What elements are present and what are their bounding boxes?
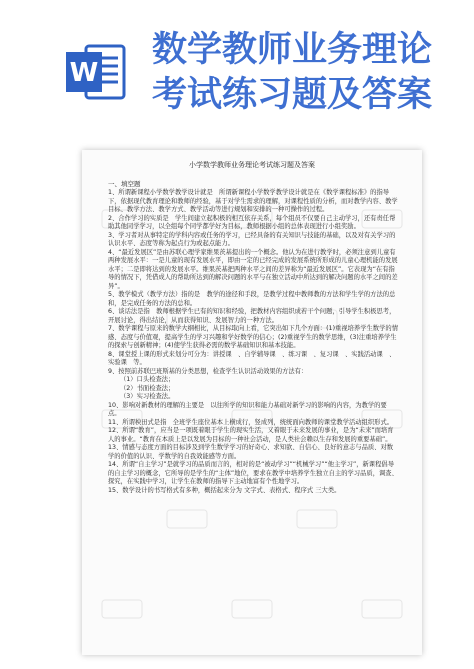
svg-text:W: W <box>69 58 99 88</box>
answer-9-3: （3）实习检查法。 <box>120 393 175 400</box>
document-title: 小学数学教师业务理论考试练习题及答案 <box>189 161 315 169</box>
question-2: 2、合作学习的实质是 学生间建立起积极的相互依存关系，每个组员不仅要自己主动学习，还有责任帮助其他同学学习，以全组每个同学都学好为目标，教师根据小组的总体表现进行小组奖励。 <box>108 214 396 230</box>
question-12: 12、所谓“教育”，应当是一项既着眼于学生的现实生活，又着眼于未来发展的事业，是为“未来”而培育人的事业。“教育在本质上是以发展为目标的一种社会活动，是人类社会赖以生存和发展的重要基础”。 <box>108 427 394 443</box>
question-6: 6、谈话法是指 教师根据学生已有的知识和经验，把教材内容组织成若干个问题，引导学生积极思考，开展讨论，得出结论，从而获得知识、发展智力的一种方法。 <box>108 308 396 324</box>
answer-9-2: （2）书面检查法； <box>120 384 175 392</box>
question-1: 1、所谓新课程小学数学教学设计就是 所谓新课程小学数学教学设计就是在《数学课程标准》的指导下，依据现代教育理论和教师的经验，基于对学生需求的理解，对课程性质的分析，而对教学内容、教学目标、教学方法、教学方式、教学活动等进行规划和安排的一种可操作的过程。 <box>108 189 398 213</box>
banner <box>0 0 474 150</box>
question-3: 3、学习者对从事特定的学科内容或任务的学习，已经具备的有关知识与技能的基础，以及对有关学习的认识水平、态度等称为起点行为或起点能力。 <box>108 231 396 247</box>
question-15: 15、数学设计的书写格式有多种，概括起来分为 文字式、表格式、程序式 三大类。 <box>108 486 341 494</box>
question-13: 13、情感与态度方面的目标涉及到学生数学学习的好奇心、求知欲、自信心、良好的意志与品质、对数学的价值的认识、学数学的自我效能感等方面。 <box>108 444 394 460</box>
question-4: 4、“最近发展区”是由苏联心理学家维果茨基提出的一个概念。他认为在进行教学时，必须注意到儿童有两种发展水平：一是儿童的现有发展水平，即由一定的已经完成的发展系统所形成的儿童心理机能的发展水平；二是即将达到的发展水平。维果茨基把两种水平之间的差异称为“最近发展区”。它表现为“在有指导的情况下，凭借成人的帮助所达到的解决问题的水平与在独立活动中所达到的解决问题的水平之间的差异”。 <box>108 248 398 290</box>
question-11: 11、所谓秧田式是指 全班学生座位基本上横成行，竖成列，统统面向教师的课堂教学活动组织形式。 <box>108 418 394 426</box>
question-10: 10、影响对新教材的理解的主要是 以往所学的知识和能力基础对新学习的影响的内容，为教学的要点。 <box>108 401 387 417</box>
banner-title-line-1: 数学教师业务理论 <box>152 30 433 70</box>
word-doc-icon <box>64 40 128 104</box>
question-9: 9、按照前苏联巴班斯基的分类思想，检查学生认识活动效果的方法有： <box>108 367 308 375</box>
document-body <box>108 180 398 495</box>
section-heading: 一、填空题 <box>108 180 141 188</box>
banner-title <box>152 28 470 118</box>
question-14: 14、所谓“自主学习”是就学习的品质而言的，相对的是“被动学习”“机械学习”“他主学习”，新课程倡导的自主学习的概念，它所导的是学生的“主体”地位，要求在教学中培养学生独立自主的学习品质，调查、探究，在实践中学习，让学生在教师的指导下主动地富有个性地学习。 <box>108 461 398 485</box>
document-page <box>82 150 422 655</box>
question-8: 8、课堂授上课的形式来划分可分为：讲授课 、自学辅导课 、练习课 、复习课 、实践活动课 、实验课 等。 <box>108 350 396 366</box>
question-5: 5、教学模式（教学方法）指的是 教学的途径和手段，是教学过程中教师教的方法和学生学的方法的总和，是完成任务的方法的总和。 <box>108 291 396 307</box>
answer-9-1: （1）口头检查法； <box>120 376 175 383</box>
question-7: 7、数学课程与原来的数学大纲相比，从目标取向上看，它突出如下几个方面：(1)重视培养学生数学的情感、态度与价值观，提高学生的学习兴趣和学好数学的信心；(2)重视学生的数学思维，(3)注重培养学生的探索与创新精神；(4)使学生获得必需的数学基础知识和基本技能。 <box>108 325 398 349</box>
banner-title-line-2: 考试练习题及答案 <box>152 75 433 115</box>
